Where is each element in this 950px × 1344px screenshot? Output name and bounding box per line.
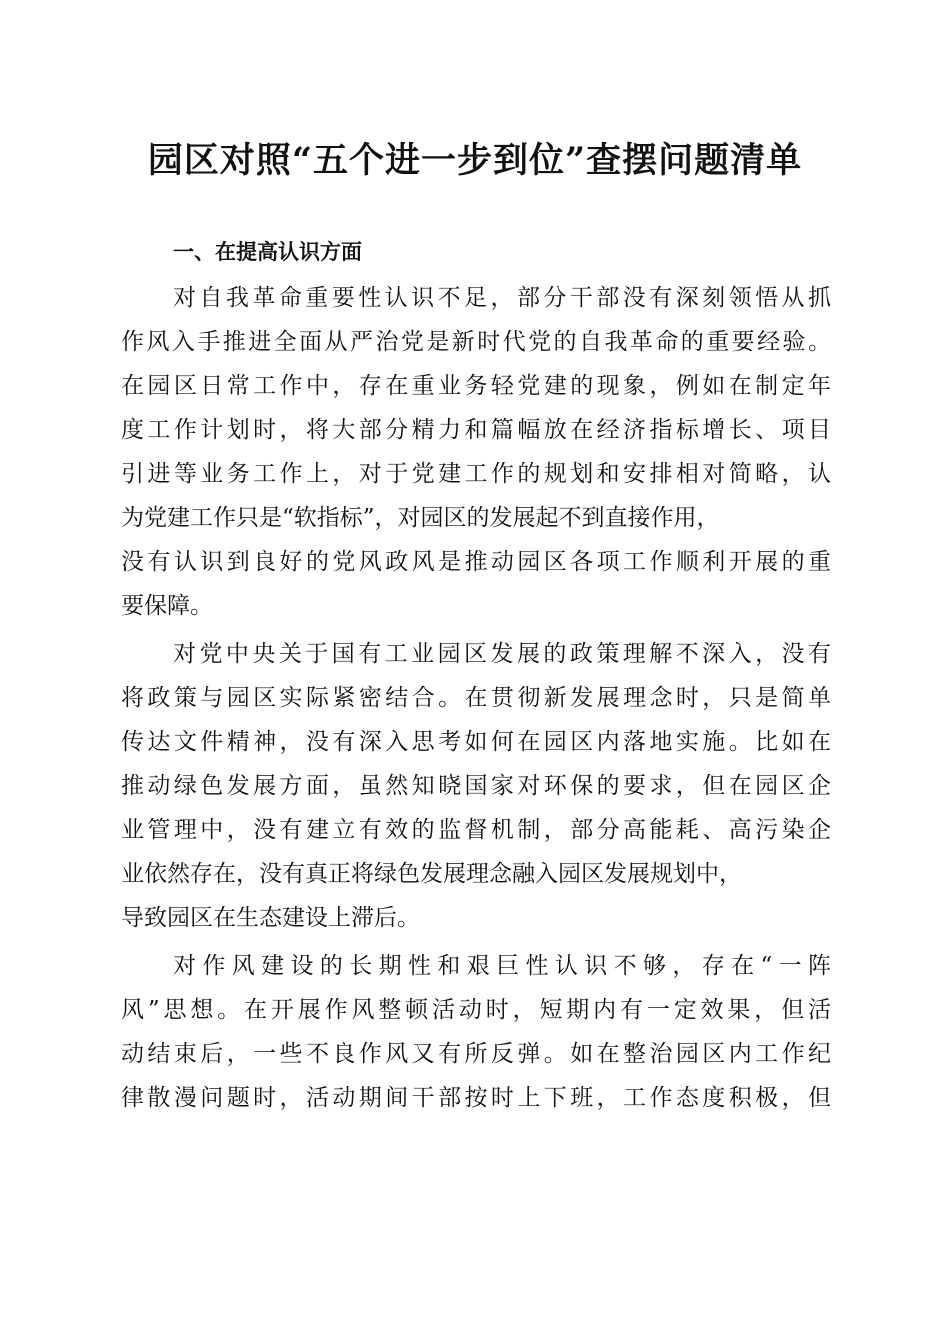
paragraph-line: 要保障。 bbox=[121, 593, 213, 619]
paragraph-line: 将政策与园区实际紧密结合。在贯彻新发展理念时，只是简单 bbox=[121, 685, 831, 711]
paragraph-line: 没有认识到良好的党风政风是推动园区各项工作顺利开展的重 bbox=[121, 549, 831, 575]
paragraph-line: 导致园区在生态建设上滞后。 bbox=[121, 905, 420, 931]
paragraph-line: 对作风建设的长期性和艰巨性认识不够，存在“一阵 bbox=[173, 953, 831, 979]
paragraph-line: 业管理中，没有建立有效的监督机制，部分高能耗、高污染企 bbox=[121, 817, 831, 843]
paragraph-line: 在园区日常工作中，存在重业务轻党建的现象，例如在制定年 bbox=[121, 373, 831, 399]
paragraph-line: 风”思想。在开展作风整顿活动时，短期内有一定效果，但活 bbox=[121, 997, 831, 1023]
paragraph-line: 作风入手推进全面从严治党是新时代党的自我革命的重要经验。 bbox=[121, 329, 831, 355]
document-title: 园区对照“五个进一步到位”查摆问题清单 bbox=[147, 140, 803, 181]
paragraph-line: 为党建工作只是“软指标”，对园区的发展起不到直接作用， bbox=[121, 505, 720, 531]
section-heading: 一、在提高认识方面 bbox=[173, 240, 362, 264]
paragraph-line: 律散漫问题时，活动期间干部按时上下班，工作态度积极，但 bbox=[121, 1085, 831, 1111]
paragraph-line: 传达文件精神，没有深入思考如何在园区内落地实施。比如在 bbox=[121, 729, 831, 755]
paragraph-line: 业依然存在，没有真正将绿色发展理念融入园区发展规划中， bbox=[121, 861, 742, 887]
paragraph-line: 引进等业务工作上，对于党建工作的规划和安排相对简略，认 bbox=[121, 461, 831, 487]
paragraph-line: 对党中央关于国有工业园区发展的政策理解不深入，没有 bbox=[173, 641, 831, 667]
paragraph-line: 推动绿色发展方面，虽然知晓国家对环保的要求，但在园区企 bbox=[121, 773, 831, 799]
paragraph-line: 对自我革命重要性认识不足，部分干部没有深刻领悟从抓 bbox=[173, 285, 831, 311]
paragraph-line: 动结束后，一些不良作风又有所反弹。如在整治园区内工作纪 bbox=[121, 1041, 831, 1067]
paragraph-line: 度工作计划时，将大部分精力和篇幅放在经济指标增长、项目 bbox=[121, 417, 831, 443]
